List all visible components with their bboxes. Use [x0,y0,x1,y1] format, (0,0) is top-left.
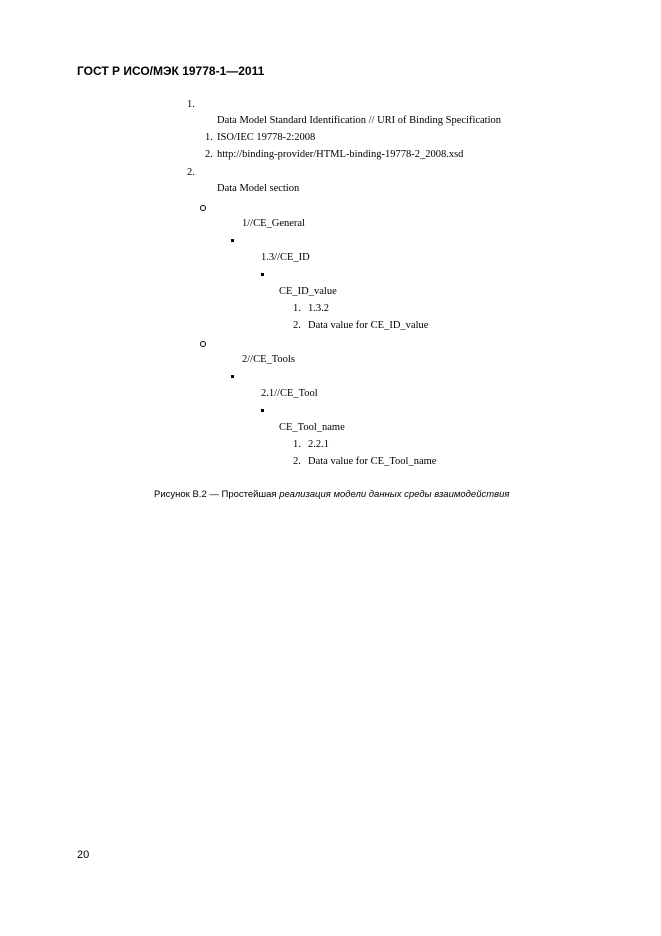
item-1-sub-1-text: ISO/IEC 19778-2:2008 [217,132,316,143]
section-b-child-label: 2.1//CE_Tool [261,388,318,399]
circle-bullet-icon [200,341,206,347]
section-a-leaf-item-1-text: 1.3.2 [308,303,329,314]
section-b-leaf-item-1-number: 1. [293,439,301,450]
item-2-number: 2. [187,167,195,178]
figure-caption-italic: реализация модели данных среды взаимодействия [279,489,510,500]
section-a-child-label: 1.3//CE_ID [261,252,310,263]
item-1-label: Data Model Standard Identification // URI of Binding Specification [217,115,502,126]
square-bullet-icon [261,273,264,276]
section-b-leaf-item-1-text: 2.2.1 [308,439,329,450]
page-number: 20 [77,849,90,861]
item-1-sub-2-number: 2. [205,149,213,160]
circle-bullet-icon [200,205,206,211]
item-1-sub-2-text: http://binding-provider/HTML-binding-19778-2_2008.xsd [217,149,464,160]
figure-caption [154,489,509,500]
square-bullet-icon [261,409,264,412]
section-a-label: 1//CE_General [242,218,305,229]
section-b-leaf-item-2-text: Data value for CE_Tool_name [308,456,437,467]
section-b-leaf-label: CE_Tool_name [279,422,345,433]
item-1-number: 1. [187,99,195,110]
square-bullet-icon [231,239,234,242]
section-b-leaf-item-2-number: 2. [293,456,301,467]
item-1-sub-1-number: 1. [205,132,213,143]
section-b-label: 2//CE_Tools [242,354,295,365]
section-a-leaf-item-1-number: 1. [293,303,301,314]
figure-caption-prefix: Рисунок В.2 — Простейшая [154,489,280,500]
document-header: ГОСТ Р ИСО/МЭК 19778-1—2011 [77,64,265,78]
item-2-label: Data Model section [217,183,300,194]
section-a-leaf-item-2-text: Data value for CE_ID_value [308,320,429,331]
section-a-leaf-label: CE_ID_value [279,286,337,297]
square-bullet-icon [231,375,234,378]
section-a-leaf-item-2-number: 2. [293,320,301,331]
